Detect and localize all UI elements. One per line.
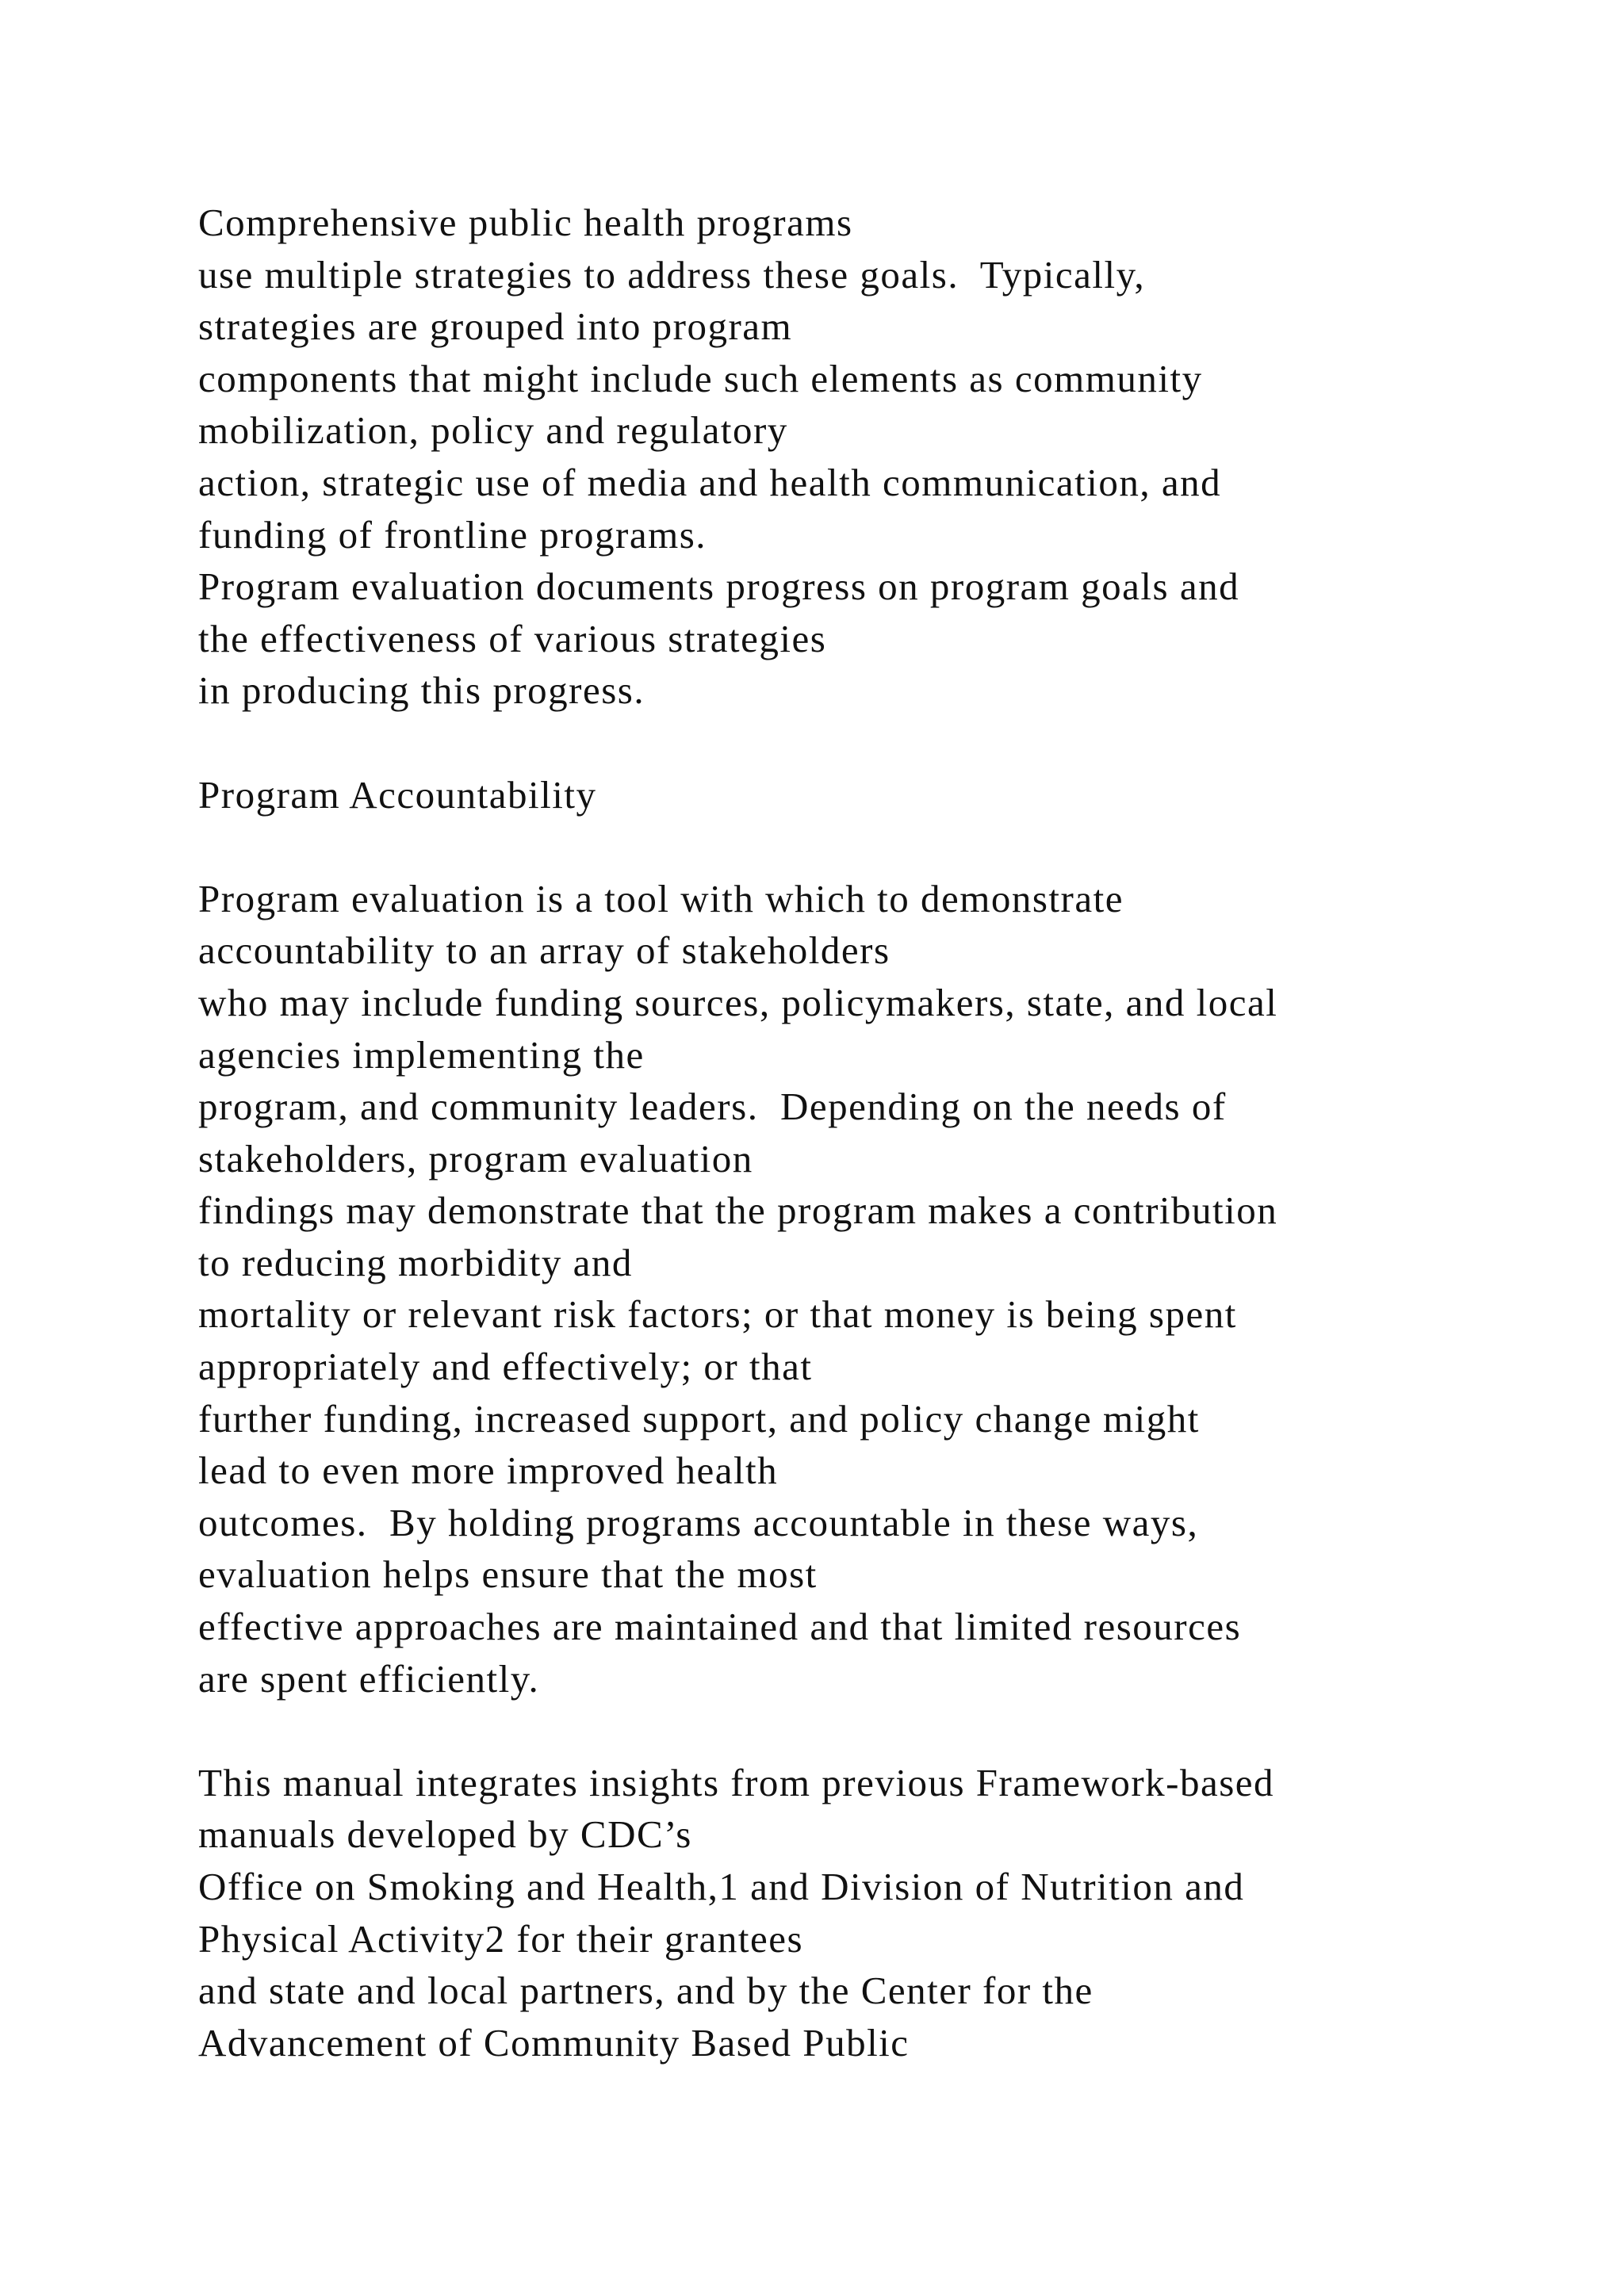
text-line: mobilization, policy and regulatory [198,408,788,453]
text-line: Comprehensive public health programs [198,201,853,244]
text-line: evaluation helps ensure that the most [198,1552,818,1597]
text-line: are spent efficiently. [198,1656,540,1701]
blank-line [198,717,1594,769]
text-line: Advancement of Community Based Public [198,2020,910,2064]
text-line: This manual integrates insights from previous Framework-based [198,1760,1275,1804]
document-body [198,197,1594,2068]
text-line: appropriately and effectively; or that [198,1345,813,1389]
text-line: outcomes. By holding programs accountable in these ways, [198,1500,1199,1544]
text-line: strategies are grouped into program [198,304,793,349]
text-line: funding of frontline programs. [198,512,707,557]
text-line: Physical Activity2 for their grantees [198,1916,804,1961]
text-line: further funding, increased support, and policy change might [198,1396,1200,1441]
text-line: components that might include such elements as community [198,356,1203,400]
blank-line [198,821,1594,873]
text-line: and state and local partners, and by the Center for the [198,1969,1094,2013]
text-line: Program evaluation documents progress on program goals and [198,564,1240,609]
text-line: accountability to an array of stakeholders [198,928,891,973]
text-line: effective approaches are maintained and that limited resources [198,1605,1242,1649]
text-line: findings may demonstrate that the program makes a contribution [198,1188,1278,1233]
text-line: program, and community leaders. Depending on the needs of [198,1085,1227,1129]
text-line: who may include funding sources, policymakers, state, and local [198,980,1278,1024]
text-line: to reducing morbidity and [198,1240,633,1284]
text-line: Program evaluation is a tool with which to demonstrate [198,876,1124,920]
text-line: stakeholders, program evaluation [198,1136,753,1181]
text-line: manuals developed by CDC’s [198,1812,692,1857]
text-line: action, strategic use of media and health communication, and [198,460,1222,504]
text-line: Office on Smoking and Health,1 and Division of Nutrition and [198,1865,1245,1908]
text-line: in producing this progress. [198,668,645,713]
section-heading: Program Accountability [198,772,597,817]
text-line: the effectiveness of various strategies [198,616,827,660]
text-line: agencies implementing the [198,1032,645,1077]
blank-line [198,1705,1594,1757]
text-line: mortality or relevant risk factors; or that money is being spent [198,1292,1237,1337]
text-line: lead to even more improved health [198,1448,779,1493]
text-line: use multiple strategies to address these goals. Typically, [198,252,1146,297]
